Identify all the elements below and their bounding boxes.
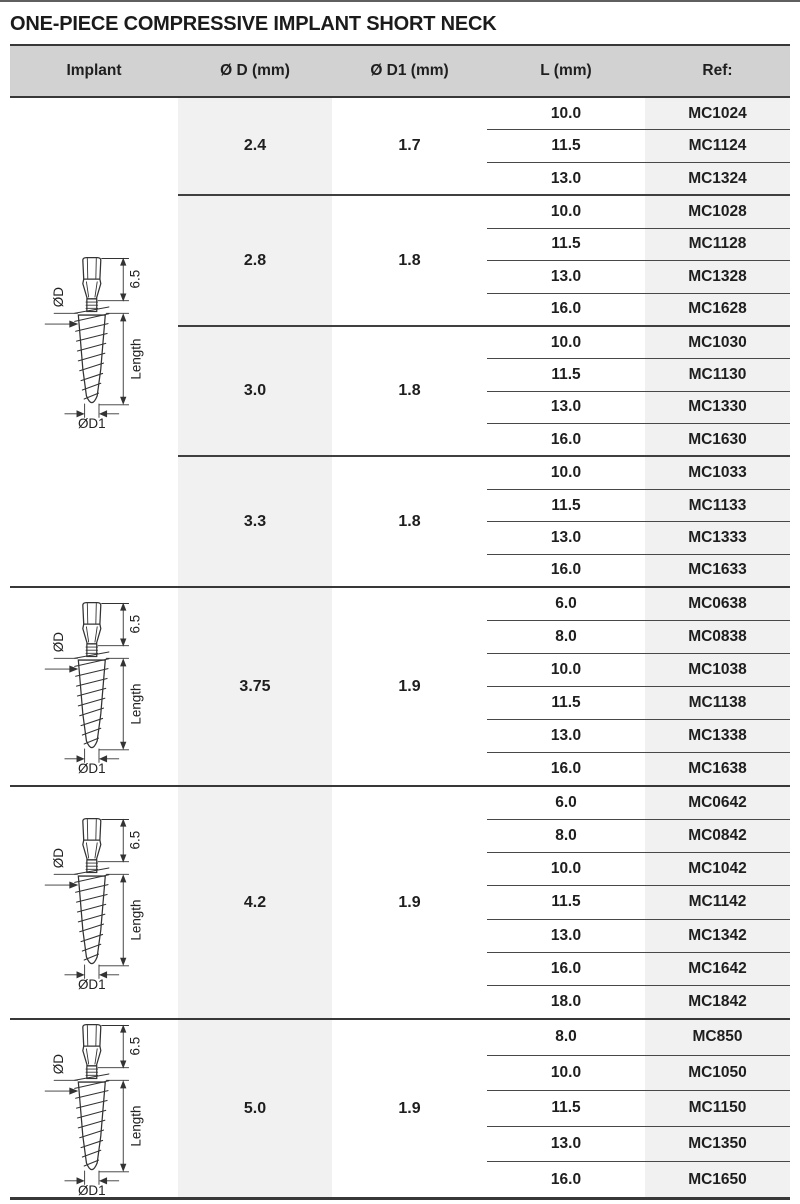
implant-block — [10, 586, 790, 785]
length-value: 16.0 — [487, 1162, 645, 1197]
spec-group — [178, 787, 790, 1018]
length-value: 8.0 — [487, 820, 645, 852]
dim-d-label: ØD — [50, 631, 66, 652]
table-row — [487, 653, 790, 686]
table-row — [487, 391, 790, 423]
table-row — [487, 260, 790, 292]
ref-value: MC1638 — [645, 753, 790, 785]
spec-group — [178, 194, 790, 325]
top-rule — [0, 0, 800, 2]
length-ref-rows — [487, 327, 790, 456]
ref-value: MC1028 — [645, 196, 790, 227]
table-row — [487, 919, 790, 952]
length-value: 11.5 — [487, 229, 645, 260]
table-row — [487, 985, 790, 1018]
spec-groups — [178, 98, 790, 586]
length-value: 13.0 — [487, 163, 645, 194]
arrow-up-icon — [120, 313, 126, 321]
length-value: 16.0 — [487, 424, 645, 455]
table-row — [487, 327, 790, 358]
length-value: 11.5 — [487, 490, 645, 521]
arrow-down-icon — [120, 1163, 126, 1171]
length-value: 11.5 — [487, 687, 645, 719]
ref-value: MC1138 — [645, 687, 790, 719]
d1-dimension — [64, 748, 118, 774]
length-value: 8.0 — [487, 1020, 645, 1055]
table-row — [487, 489, 790, 521]
ref-value: MC0838 — [645, 621, 790, 653]
table-row — [487, 196, 790, 227]
implant-cone — [82, 840, 100, 860]
ref-value: MC1130 — [645, 359, 790, 390]
ref-value: MC0842 — [645, 820, 790, 852]
ref-value: MC1330 — [645, 392, 790, 423]
d-dimension — [45, 847, 78, 888]
d-dimension — [45, 631, 78, 672]
ref-value: MC1628 — [645, 294, 790, 325]
diameter-d-value: 3.75 — [178, 588, 332, 785]
diameter-d1-value: 1.8 — [332, 196, 487, 325]
length-value: 18.0 — [487, 986, 645, 1018]
neck-height-dimension — [98, 818, 142, 862]
implant-cell — [10, 98, 178, 586]
length-value: 13.0 — [487, 720, 645, 752]
table-row — [487, 228, 790, 260]
arrow-up-icon — [120, 874, 126, 882]
header-length: L (mm) — [540, 62, 592, 79]
dim-d-label: ØD — [50, 847, 66, 868]
table-row — [487, 952, 790, 985]
arrow-right-icon — [69, 320, 78, 327]
table-row — [487, 129, 790, 161]
neck-height-dimension — [98, 1024, 142, 1068]
ref-value: MC1328 — [645, 261, 790, 292]
length-value: 16.0 — [487, 753, 645, 785]
implant-cone — [82, 1046, 100, 1066]
spec-group — [178, 325, 790, 456]
table-row — [487, 1126, 790, 1162]
implant-cone — [82, 624, 100, 644]
length-value: 10.0 — [487, 853, 645, 885]
implant-outline-drawing — [74, 602, 108, 747]
diameter-d-value: 2.4 — [178, 98, 332, 194]
table-row — [487, 885, 790, 918]
arrow-down-icon — [120, 741, 126, 749]
d1-dimension — [64, 1170, 118, 1196]
diameter-d-value: 3.0 — [178, 327, 332, 456]
implant-head — [82, 602, 100, 624]
length-value: 11.5 — [487, 886, 645, 918]
ref-value: MC1350 — [645, 1127, 790, 1162]
table-row — [487, 162, 790, 194]
ref-value: MC1024 — [645, 98, 790, 129]
d1-dimension — [64, 404, 118, 430]
spec-groups — [178, 1020, 790, 1197]
length-ref-rows — [487, 196, 790, 325]
length-value: 13.0 — [487, 261, 645, 292]
length-value: 8.0 — [487, 621, 645, 653]
table-row — [487, 620, 790, 653]
arrow-down-icon — [120, 397, 126, 405]
implant-head — [82, 1024, 100, 1046]
diameter-d1-value: 1.8 — [332, 457, 487, 586]
dim-neck-height-label: 6.5 — [126, 1036, 142, 1055]
table-body — [10, 98, 790, 1200]
diameter-d1-value: 1.9 — [332, 1020, 487, 1197]
length-value: 10.0 — [487, 196, 645, 227]
implant-outline-drawing — [74, 818, 108, 963]
diameter-d1-value: 1.9 — [332, 787, 487, 1018]
diameter-d-value: 4.2 — [178, 787, 332, 1018]
length-value: 13.0 — [487, 392, 645, 423]
ref-value: MC1642 — [645, 953, 790, 985]
length-value: 16.0 — [487, 294, 645, 325]
table-row — [487, 521, 790, 553]
dim-d-label: ØD — [50, 287, 66, 308]
implant-spec-table — [10, 44, 790, 1200]
header-diameter-d: Ø D (mm) — [220, 62, 290, 79]
implant-head — [82, 258, 100, 280]
ref-value: MC1038 — [645, 654, 790, 686]
length-value: 10.0 — [487, 98, 645, 129]
table-row — [487, 819, 790, 852]
ref-value: MC1338 — [645, 720, 790, 752]
ref-value: MC1133 — [645, 490, 790, 521]
ref-value: MC850 — [645, 1020, 790, 1055]
dim-neck-height-label: 6.5 — [126, 269, 142, 289]
length-value: 6.0 — [487, 787, 645, 819]
d1-dimension — [64, 964, 118, 990]
spec-group — [178, 455, 790, 586]
table-row — [487, 787, 790, 819]
ref-value: MC0642 — [645, 787, 790, 819]
dim-d1-label: ØD1 — [77, 760, 106, 775]
spec-groups — [178, 787, 790, 1018]
length-dimension — [98, 1080, 142, 1172]
ref-value: MC1842 — [645, 986, 790, 1018]
dim-length-label: Length — [127, 682, 143, 725]
length-value: 13.0 — [487, 920, 645, 952]
diameter-d-value: 5.0 — [178, 1020, 332, 1197]
table-row — [487, 358, 790, 390]
arrow-up-icon — [120, 1080, 126, 1088]
implant-diagram — [27, 599, 162, 775]
dim-length-label: Length — [127, 338, 143, 380]
ref-value: MC0638 — [645, 588, 790, 620]
length-ref-rows — [487, 787, 790, 1018]
implant-cell — [10, 588, 178, 785]
dim-length-label: Length — [127, 898, 143, 941]
length-ref-rows — [487, 588, 790, 785]
table-row — [487, 1090, 790, 1126]
implant-block — [10, 1018, 790, 1197]
length-value: 13.0 — [487, 522, 645, 553]
length-value: 11.5 — [487, 130, 645, 161]
ref-value: MC1150 — [645, 1091, 790, 1126]
arrow-right-icon — [69, 1087, 78, 1094]
arrow-right-icon — [69, 665, 78, 672]
ref-value: MC1324 — [645, 163, 790, 194]
ref-value: MC1042 — [645, 853, 790, 885]
length-dimension — [98, 313, 142, 405]
length-ref-rows — [487, 98, 790, 194]
dim-neck-height-label: 6.5 — [126, 830, 142, 849]
table-header-row — [10, 44, 790, 98]
implant-cone — [82, 279, 100, 299]
ref-value: MC1633 — [645, 555, 790, 586]
dim-length-label: Length — [127, 1104, 143, 1147]
implant-outline-drawing — [74, 258, 108, 403]
length-dimension — [98, 874, 142, 966]
dim-neck-height-label: 6.5 — [126, 614, 142, 633]
implant-block — [10, 785, 790, 1018]
table-row — [487, 852, 790, 885]
ref-value: MC1128 — [645, 229, 790, 260]
implant-diagram — [27, 254, 162, 430]
page-title: ONE-PIECE COMPRESSIVE IMPLANT SHORT NECK — [10, 13, 497, 35]
implant-head — [82, 818, 100, 840]
diameter-d1-value: 1.8 — [332, 327, 487, 456]
implant-diagram — [27, 1021, 162, 1197]
length-value: 10.0 — [487, 327, 645, 358]
ref-value: MC1630 — [645, 424, 790, 455]
table-row — [487, 686, 790, 719]
table-row — [487, 719, 790, 752]
d-dimension — [45, 287, 78, 328]
table-row — [487, 423, 790, 455]
neck-height-dimension — [98, 258, 142, 302]
arrow-down-icon — [120, 957, 126, 965]
ref-value: MC1333 — [645, 522, 790, 553]
header-diameter-d1: Ø D1 (mm) — [370, 62, 449, 79]
diameter-d1-value: 1.7 — [332, 98, 487, 194]
table-row — [487, 588, 790, 620]
ref-value: MC1033 — [645, 457, 790, 488]
ref-value: MC1124 — [645, 130, 790, 161]
table-row — [487, 293, 790, 325]
spec-group — [178, 588, 790, 785]
diameter-d1-value: 1.9 — [332, 588, 487, 785]
length-value: 10.0 — [487, 654, 645, 686]
dim-d-label: ØD — [50, 1053, 66, 1074]
length-dimension — [98, 658, 142, 750]
length-value: 10.0 — [487, 1056, 645, 1091]
spec-groups — [178, 588, 790, 785]
neck-height-dimension — [98, 602, 142, 646]
dim-d1-label: ØD1 — [77, 416, 106, 430]
ref-value: MC1050 — [645, 1056, 790, 1091]
header-ref: Ref: — [702, 62, 733, 79]
spec-group — [178, 1020, 790, 1197]
dim-d1-label: ØD1 — [77, 976, 106, 991]
length-value: 11.5 — [487, 1091, 645, 1126]
implant-outline-drawing — [74, 1024, 108, 1169]
implant-block — [10, 98, 790, 586]
length-value: 16.0 — [487, 555, 645, 586]
header-implant: Implant — [66, 62, 122, 79]
length-ref-rows — [487, 1020, 790, 1197]
table-row — [487, 1055, 790, 1091]
ref-value: MC1142 — [645, 886, 790, 918]
ref-value: MC1342 — [645, 920, 790, 952]
length-value: 11.5 — [487, 359, 645, 390]
length-value: 6.0 — [487, 588, 645, 620]
implant-diagram — [27, 815, 162, 991]
length-value: 16.0 — [487, 953, 645, 985]
spec-group — [178, 98, 790, 194]
implant-cell — [10, 1020, 178, 1197]
table-row — [487, 752, 790, 785]
diameter-d-value: 3.3 — [178, 457, 332, 586]
arrow-up-icon — [120, 658, 126, 666]
table-row — [487, 1161, 790, 1197]
length-value: 13.0 — [487, 1127, 645, 1162]
table-row — [487, 1020, 790, 1055]
table-row — [487, 457, 790, 488]
implant-cell — [10, 787, 178, 1018]
diameter-d-value: 2.8 — [178, 196, 332, 325]
arrow-right-icon — [69, 881, 78, 888]
ref-value: MC1650 — [645, 1162, 790, 1197]
d-dimension — [45, 1053, 78, 1094]
ref-value: MC1030 — [645, 327, 790, 358]
length-ref-rows — [487, 457, 790, 586]
table-row — [487, 98, 790, 129]
length-value: 10.0 — [487, 457, 645, 488]
table-row — [487, 554, 790, 586]
dim-d1-label: ØD1 — [77, 1182, 106, 1197]
